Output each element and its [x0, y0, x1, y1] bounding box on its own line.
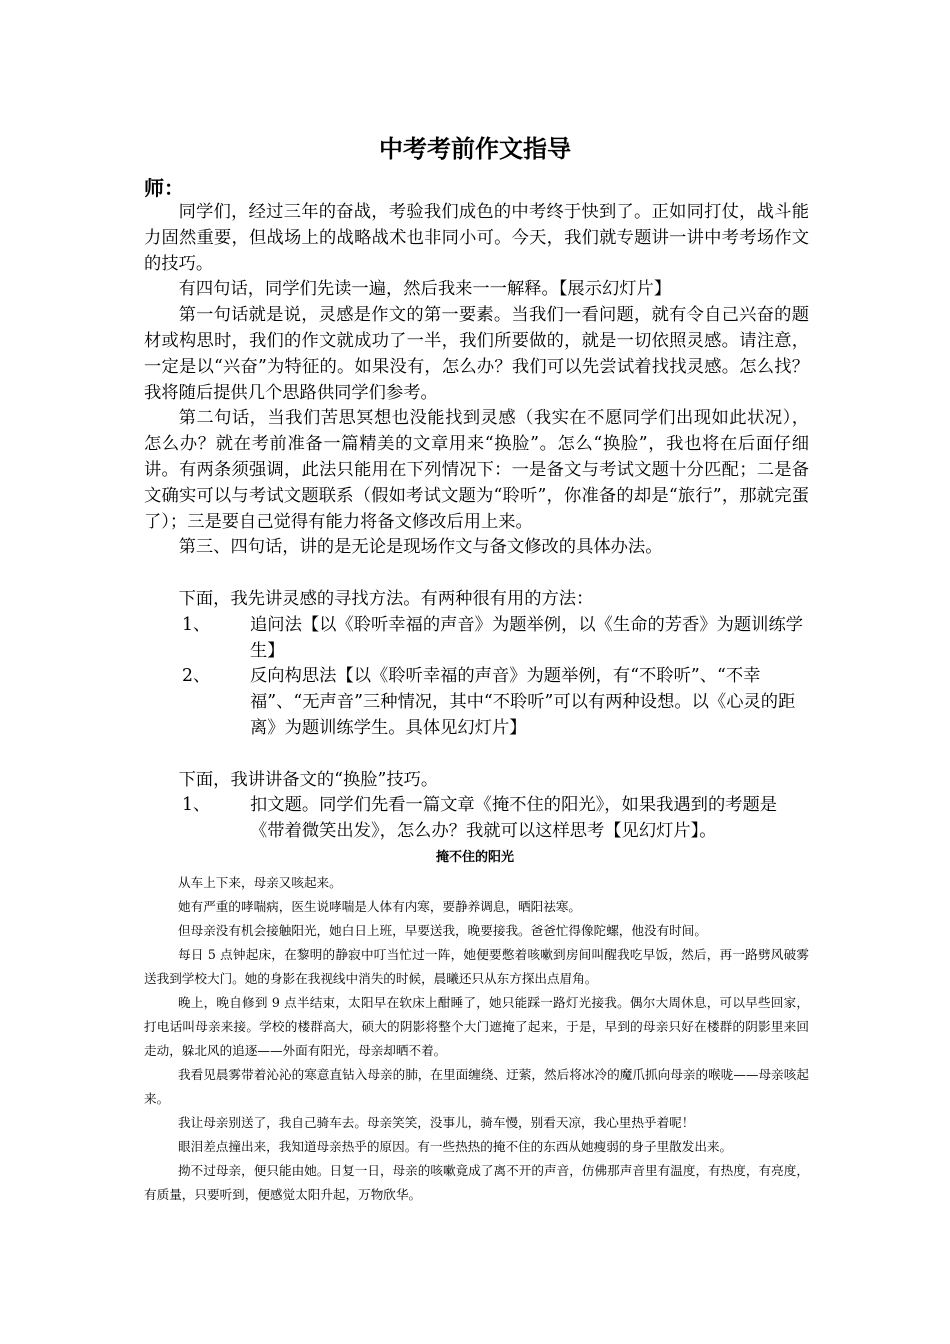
lecture-body — [144, 200, 809, 845]
speaker-label: 师： — [144, 176, 184, 200]
document-title: 中考考前作文指导 — [379, 135, 571, 163]
list-text: 追问法【以《聆听幸福的声音》为题举例，以《生命的芳香》为题训练学生】 — [250, 614, 804, 661]
article-title: 掩不住的阳光 — [435, 850, 514, 865]
list-item — [144, 613, 809, 665]
list-number: 1、 — [182, 614, 211, 635]
paragraph: 第二句话，当我们苦思冥想也没能找到灵感（我实在不愿同学们出现如此状况），怎么办？就在考前准备一篇精美的文章用来“换脸”。怎么“换脸”，我也将在后面仔细讲。有两条须强调，此法只能用在下列情况下：一是备文与考试文题十分匹配；二是备文确实可以与考试文题联系（假如考试文题为“聆听”，你准备的却是“旅行”，那就完蛋了）；三是要自己觉得有能力将备文修改后用上来。 — [144, 408, 809, 532]
list-item — [144, 793, 809, 845]
article-paragraph: 但母亲没有机会接触阳光，她白日上班，早要送我，晚要接我。爸爸忙得像陀螺，他没有时间。 — [178, 923, 707, 938]
paragraph: 有四句话，同学们先读一遍，然后我来一一解释。【展示幻灯片】 — [178, 279, 672, 300]
article-paragraph: 每日 5 点钟起床，在黎明的静寂中叮当忙过一阵，她便要憋着咳嗽到房间叫醒我吃早饭，然后，再一路劈风破雾送我到学校大门。她的身影在我视线中消失的时候，晨曦还只从东方探出点眉角。 — [144, 947, 809, 986]
paragraph: 第三、四句话，讲的是无论是现场作文与备文修改的具体办法。 — [178, 537, 663, 558]
list-text: 扣文题。同学们先看一篇文章《掩不住的阳光》，如果我遇到的考题是《带着微笑出发》，怎么办？我就可以这样思考【见幻灯片】。 — [250, 795, 778, 842]
spacer — [144, 561, 809, 587]
article-paragraph: 从车上下来，母亲又咳起来。 — [178, 875, 342, 890]
list-number: 2、 — [182, 666, 211, 687]
list-text: 反向构思法【以《聆听幸福的声音》为题举例，有“不聆听”、“不幸福”、“无声音”三种情况，其中“不聆听”可以有两种设想。以《心灵的距离》为题训练学生。具体见幻灯片】 — [250, 666, 796, 738]
paragraph: 同学们，经过三年的奋战，考验我们成色的中考终于快到了。正如同打仗，战斗能力固然重要，但战场上的战略战术也非同小可。今天，我们就专题讲一讲中考考场作文的技巧。 — [144, 202, 809, 274]
article-paragraph: 眼泪差点撞出来，我知道母亲热乎的原因。有一些热热的掩不住的东西从她瘦弱的身子里散发出来。 — [178, 1139, 733, 1154]
article-paragraph: 晚上，晚自修到 9 点半结束，太阳早在软床上酣睡了，她只能踩一路灯光接我。偶尔大周休息，可以早些回家，打电话叫母亲来接。学校的楼群高大，硕大的阴影将整个大门遮掩了起来，于是，早到的母亲只好在楼群的阴影里来回走动，躲北风的追逐——外面有阳光，母亲却晒不着。 — [144, 995, 809, 1058]
article-paragraph: 拗不过母亲，便只能由她。日复一日，母亲的咳嗽竟成了离不开的声音，仿佛那声音里有温度，有热度，有亮度，有质量，只要听到，便感觉太阳升起，万物欣华。 — [144, 1163, 809, 1202]
article-body — [144, 871, 809, 1207]
list-number: 1、 — [182, 795, 211, 816]
section-intro: 下面，我讲讲备文的“换脸”技巧。 — [178, 769, 439, 790]
spacer — [144, 742, 809, 768]
list-item — [144, 664, 809, 741]
paragraph: 第一句话就是说，灵感是作文的第一要素。当我们一看问题，就有令自己兴奋的题材或构思时，我们的作文就成功了一半，我们所要做的，就是一切依照灵感。请注意，一定是以“兴奋”为特征的。如果没有，怎么办？我们可以先尝试着找找灵感。怎么找？我将随后提供几个思路供同学们参考。 — [144, 305, 809, 403]
article-paragraph: 她有严重的哮喘病，医生说哮喘是人体有内寒，要静养调息，晒阳祛寒。 — [178, 899, 582, 914]
article-paragraph: 我让母亲别送了，我自己骑车去。母亲笑笑，没事儿，骑车慢，别看天凉，我心里热乎着呢！ — [178, 1115, 695, 1130]
article-paragraph: 我看见晨雾带着沁沁的寒意直钻入母亲的肺，在里面缠绕、迂萦，然后将冰冷的魔爪抓向母亲的喉咙——母亲咳起来。 — [144, 1067, 809, 1106]
section-intro: 下面，我先讲灵感的寻找方法。有两种很有用的方法： — [178, 588, 594, 609]
